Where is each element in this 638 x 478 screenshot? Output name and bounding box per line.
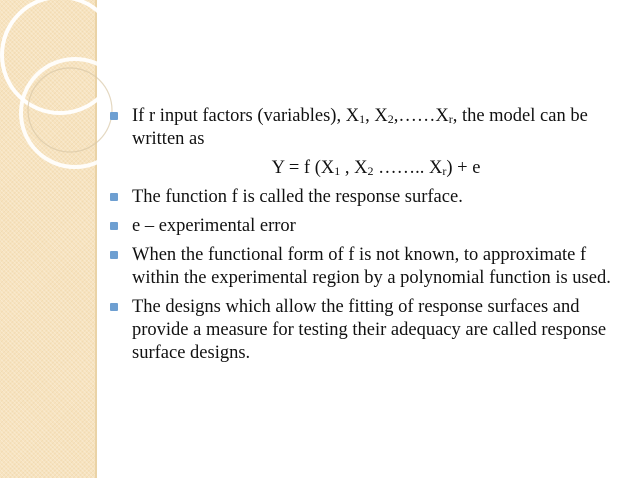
subscript: r <box>448 112 453 126</box>
bullet-item <box>108 215 620 238</box>
bullet-text: The function f is called the response surface. <box>132 187 463 207</box>
formula-text: ) + e <box>446 158 481 178</box>
bullet-text: , the model can be written as <box>132 106 588 149</box>
bullet-text: If r input factors (variables), X <box>132 106 360 126</box>
bullet-icon <box>110 222 118 230</box>
formula-text: Y = f (X <box>271 158 335 178</box>
subscript: 2 <box>367 164 374 178</box>
bullet-icon <box>110 303 118 311</box>
formula-text: …….. X <box>373 158 443 178</box>
bullet-text: The designs which allow the fitting of response surfaces and provide a measure for testing their adequacy are called response surface designs. <box>132 297 607 363</box>
bullet-icon <box>110 193 118 201</box>
subscript: 1 <box>334 164 341 178</box>
bullet-item <box>108 244 620 290</box>
subscript: r <box>442 164 447 178</box>
bullet-text: e – experimental error <box>132 216 296 236</box>
bullet-text: When the functional form of f is not known, to approximate f within the experimental region by a polynomial function is used. <box>132 245 611 288</box>
subscript: 2 <box>387 112 394 126</box>
bullet-item <box>108 296 620 365</box>
bullet-item <box>108 186 620 209</box>
formula-text: , X <box>340 158 368 178</box>
slide-content <box>108 105 620 371</box>
bullet-icon <box>110 112 118 120</box>
bullet-text: ,……X <box>393 106 449 126</box>
subscript: 1 <box>359 112 366 126</box>
bullet-icon <box>110 251 118 259</box>
bullet-text: , X <box>365 106 388 126</box>
model-formula <box>108 157 620 180</box>
bullet-item <box>108 105 620 151</box>
